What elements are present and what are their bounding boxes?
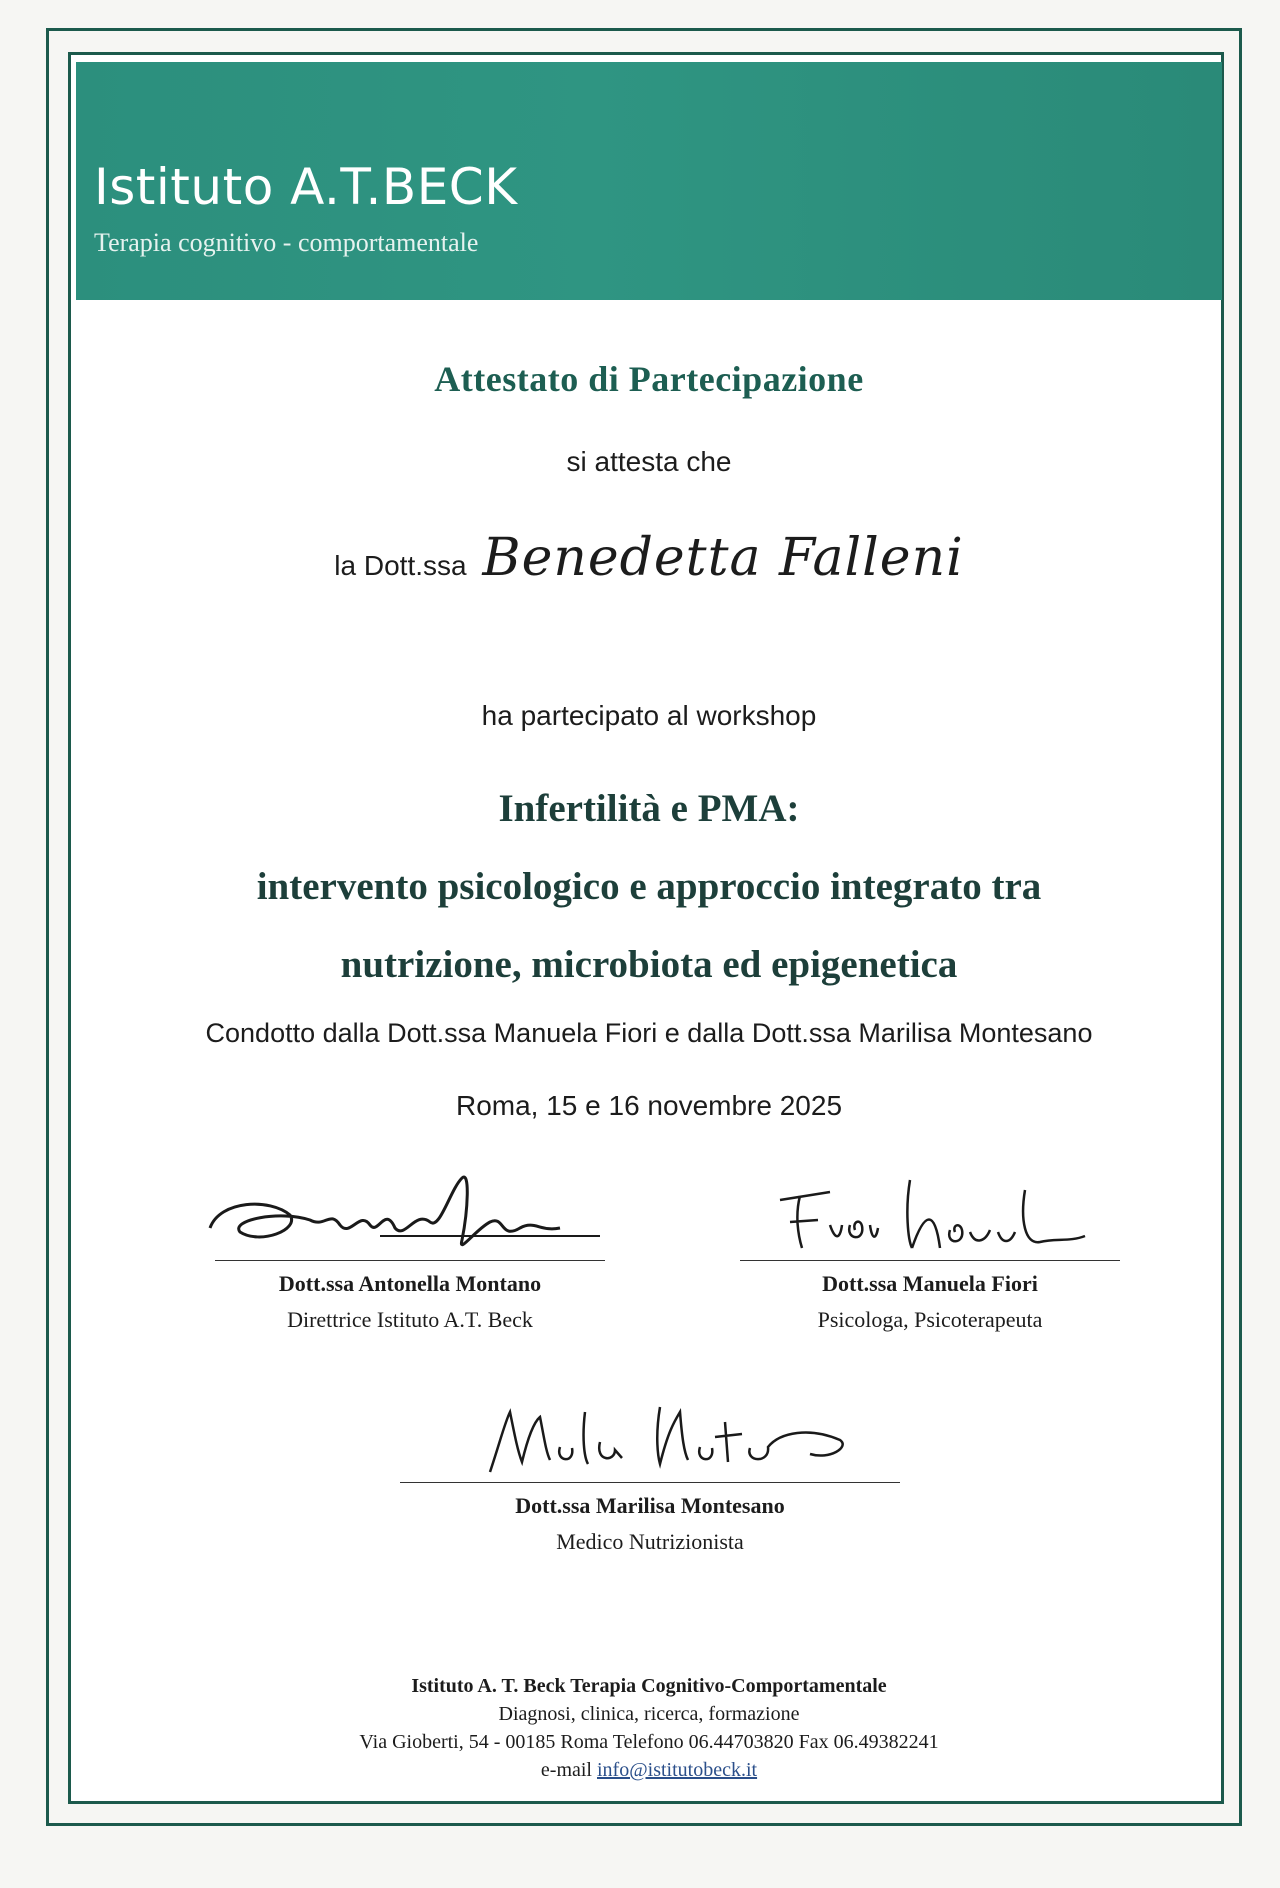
footer-email-label: e-mail: [540, 1759, 592, 1781]
footer-services: Diagnosi, clinica, ricerca, formazione: [498, 1703, 800, 1725]
recipient-prefix: la Dott.ssa: [334, 550, 467, 581]
brand-title: Istituto A.T.BECK: [94, 158, 518, 216]
signatory-name-montano: Dott.ssa Antonella Montano: [278, 1271, 542, 1296]
recipient-line: [76, 528, 1222, 588]
footer-email-line: [76, 1756, 1222, 1784]
footer-email-link[interactable]: info@istitutobeck.it: [597, 1759, 758, 1781]
signature-montano-image: [200, 1170, 620, 1260]
workshop-title-line2: intervento psicologico e approccio integrato tra: [256, 865, 1042, 908]
header-banner: [76, 62, 1222, 300]
signatory-role-montesano: Medico Nutrizionista: [556, 1529, 744, 1554]
participation-text: ha partecipato al workshop: [481, 700, 817, 731]
signature-block-montesano: [400, 1392, 900, 1555]
signature-line-fiori: [740, 1260, 1120, 1261]
recipient-name: Benedetta Falleni: [482, 528, 964, 588]
place-date: Roma, 15 e 16 novembre 2025: [455, 1090, 843, 1121]
footer-address: Via Gioberti, 54 - 00185 Roma Telefono 06.44703820 Fax 06.49382241: [359, 1731, 939, 1753]
signatory-role-montano: Direttrice Istituto A.T. Beck: [287, 1307, 533, 1332]
signatory-name-montesano: Dott.ssa Marilisa Montesano: [515, 1493, 785, 1518]
signature-block-montano: [200, 1170, 620, 1333]
signature-montesano-image: [410, 1392, 890, 1482]
workshop-title-line3: nutrizione, microbiota ed epigenetica: [340, 943, 958, 986]
footer-title: Istituto A. T. Beck Terapia Cognitivo-Comportamentale: [411, 1675, 887, 1697]
workshop-title-line1: Infertilità e PMA:: [498, 787, 800, 830]
signature-line-montano: [215, 1260, 605, 1261]
signature-fiori-image: [740, 1170, 1120, 1260]
certificate-title: Attestato di Partecipazione: [434, 359, 864, 399]
signatory-name-fiori: Dott.ssa Manuela Fiori: [822, 1271, 1038, 1296]
workshop-title: [76, 770, 1222, 1004]
conducted-by: Condotto dalla Dott.ssa Manuela Fiori e dalla Dott.ssa Marilisa Montesano: [205, 1018, 1093, 1048]
signature-block-fiori: [730, 1170, 1130, 1333]
signatory-role-fiori: Psicologa, Psicoterapeuta: [817, 1307, 1043, 1332]
footer: [76, 1672, 1222, 1784]
brand-subtitle: Terapia cognitivo - comportamentale: [94, 228, 479, 257]
attesta-text: si attesta che: [566, 446, 732, 477]
signature-line-montesano: [400, 1482, 900, 1483]
